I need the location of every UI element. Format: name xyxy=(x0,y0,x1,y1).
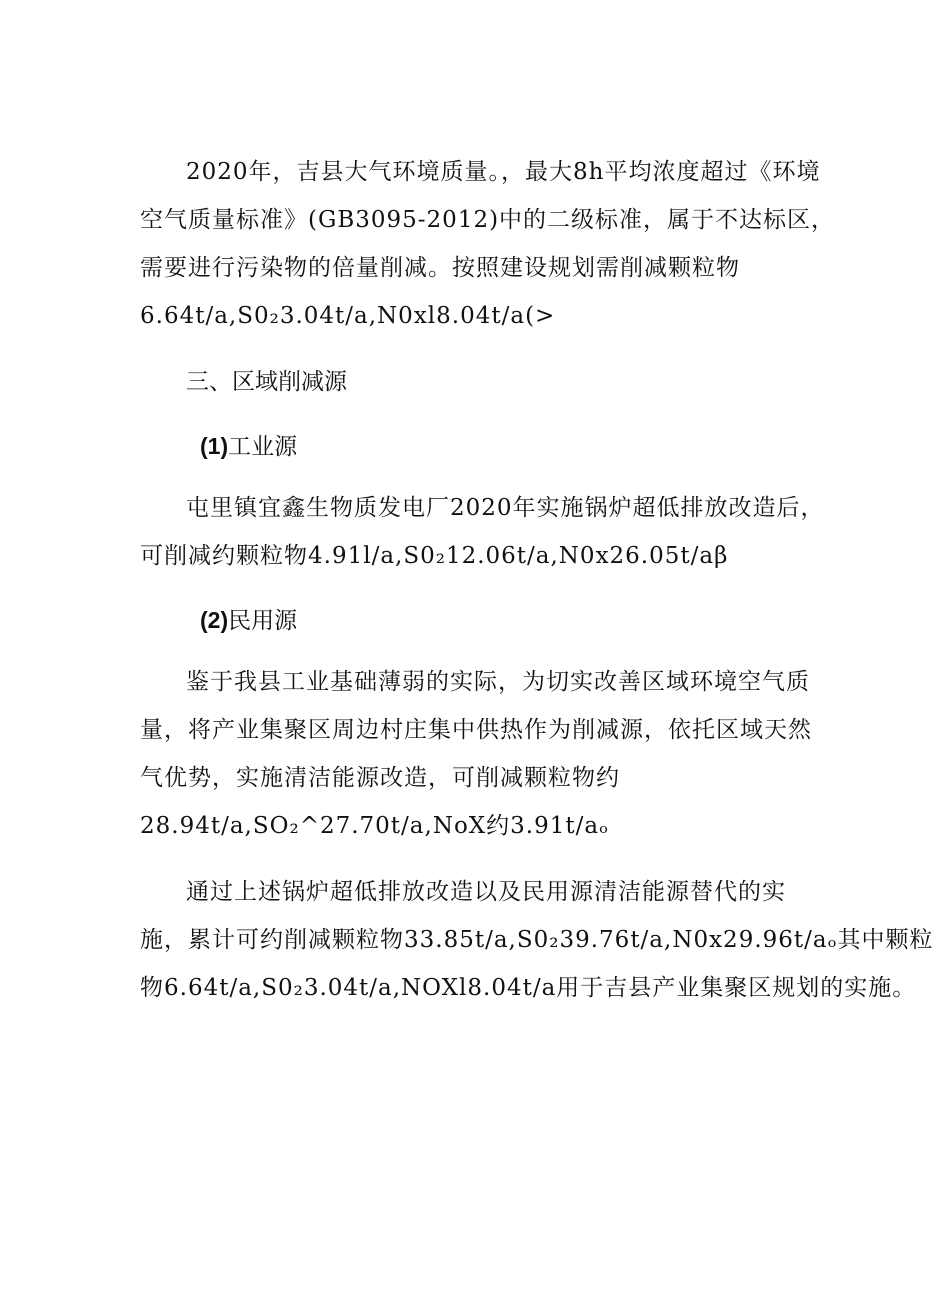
subheading-industrial-number: (1) xyxy=(200,433,229,459)
subheading-civil xyxy=(200,604,297,637)
civil-line-3: 气优势，实施清洁能源改造，可削减颗粒物约 xyxy=(140,765,620,791)
subheading-civil-label: 民用源 xyxy=(228,608,298,634)
civil-paragraph xyxy=(140,658,812,850)
summary-line-2: 施，累计可约削减颗粒物33.85t/a,S0₂39.76t/a,N0x29.96t/aₒ其中颗粒 xyxy=(140,927,933,953)
industrial-line-2: 可削减约颗粒物4.91l/a,S0₂12.06t/a,N0x26.05t/aβ xyxy=(140,543,729,569)
summary-line-1: 通过上述锅炉超低排放改造以及民用源清洁能源替代的实 xyxy=(186,879,786,905)
industrial-line-1: 屯里镇宜鑫生物质发电厂2020年实施锅炉超低排放改造后， xyxy=(186,495,825,521)
intro-line-2: 空气质量标准》(GB3095-2012)中的二级标准，属于不达标区， xyxy=(140,207,836,233)
intro-paragraph xyxy=(140,148,836,340)
subheading-civil-number: (2) xyxy=(200,607,229,633)
subheading-industrial xyxy=(200,430,297,463)
civil-line-2: 量，将产业集聚区周边村庄集中供热作为削减源，依托区域天然 xyxy=(140,717,812,743)
section-heading xyxy=(186,366,347,398)
intro-line-1: 2020年，吉县大气环境质量。，最大8h平均浓度超过《环境 xyxy=(186,159,821,185)
intro-line-4: 6.64t/a,S0₂3.04t/a,N0xl8.04t/a(> xyxy=(140,303,556,329)
section-heading-text: 三、区域削减源 xyxy=(186,369,347,395)
intro-line-3: 需要进行污染物的倍量削减。按照建设规划需削减颗粒物 xyxy=(140,255,740,281)
subheading-industrial-label: 工业源 xyxy=(228,434,298,460)
industrial-paragraph xyxy=(140,484,825,580)
civil-line-1: 鉴于我县工业基础薄弱的实际，为切实改善区域环境空气质 xyxy=(186,669,810,695)
summary-paragraph xyxy=(140,868,933,1012)
civil-line-4: 28.94t/a,SO₂^27.70t/a,NoX约3.91t/aₒ xyxy=(140,813,609,839)
summary-line-3: 物6.64t/a,S0₂3.04t/a,NOXl8.04t/a用于吉县产业集聚区规划的实施。 xyxy=(140,975,917,1001)
